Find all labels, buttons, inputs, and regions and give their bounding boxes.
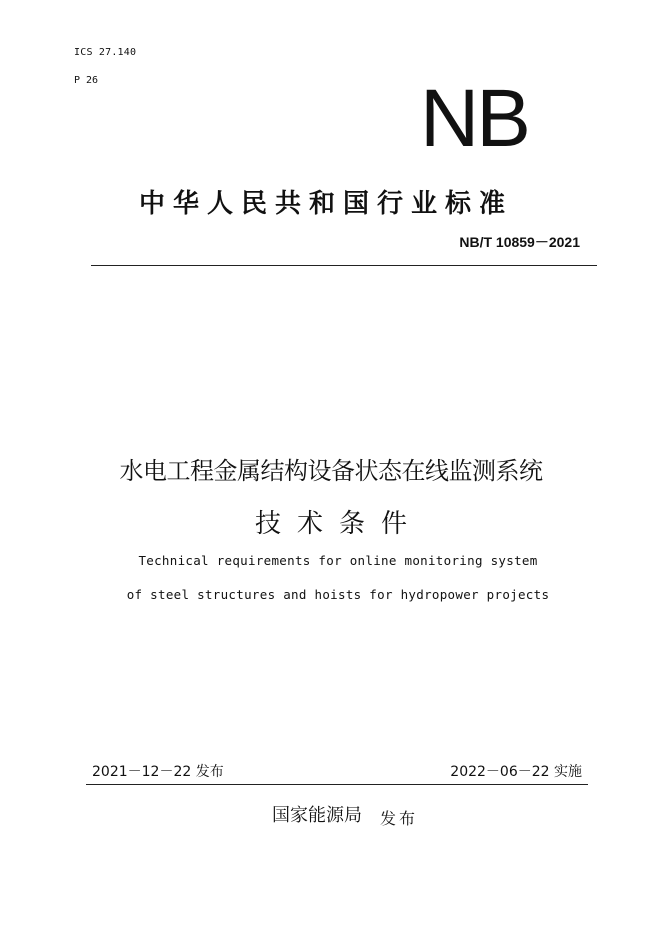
ics-code: ICS 27.140 — [74, 47, 137, 58]
top-divider — [91, 265, 597, 266]
title-english-line1: Technical requirements for online monitoring system — [138, 553, 538, 568]
standard-number: NB/T 10859－2021 — [459, 234, 580, 250]
issuer-action: 发布 — [380, 809, 419, 828]
implementation-date: 2022－06－22 实施 — [450, 764, 582, 780]
title-english-line2: of steel structures and hoists for hydropower projects — [126, 587, 550, 602]
title-chinese-line2: 技术条件 — [254, 509, 423, 539]
issue-date: 2021－12－22 发布 — [92, 764, 224, 780]
title-chinese-line1: 水电工程金属结构设备状态在线监测系统 — [119, 457, 543, 485]
bottom-divider — [86, 784, 588, 785]
ccs-code: P 26 — [74, 75, 99, 86]
standard-type: 中华人民共和国行业标准 — [139, 189, 514, 219]
issuer-name: 国家能源局 — [272, 805, 362, 826]
nb-logo: NB — [420, 73, 528, 164]
